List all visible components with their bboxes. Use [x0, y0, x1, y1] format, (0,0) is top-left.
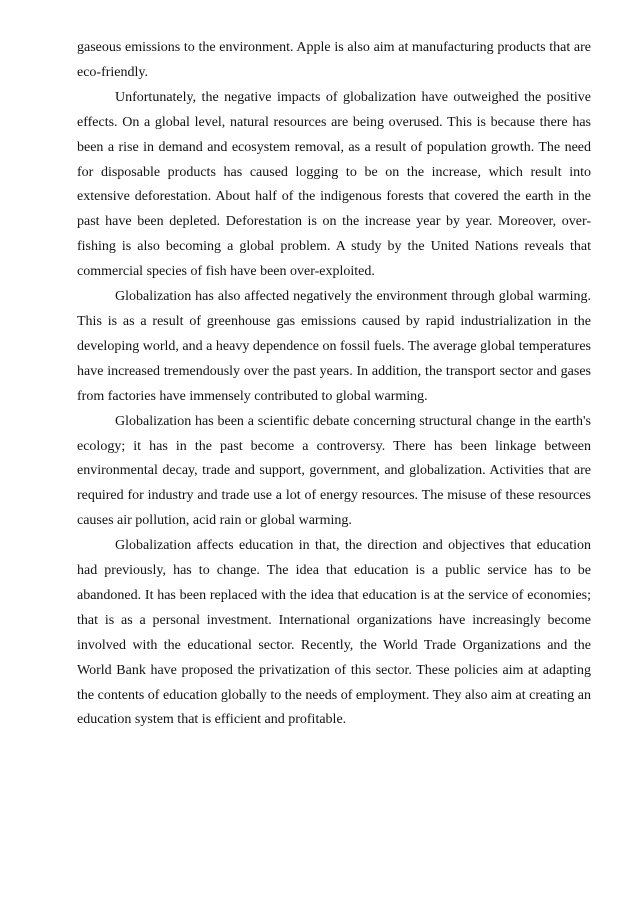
paragraph-education: Globalization affects education in that, the direction and objectives that education had previously, has to change. The idea that education is a public service has to be abandoned. It has been replaced with the idea that education is at the service of economies; that is as a personal investment. International organizations have increasingly become involved with the educational sector. Recently, the World Trade Organizations and the World Bank have proposed the privatization of this sector. These policies aim at adapting the contents of education globally to the needs of employment. They also aim at creating an education system that is efficient and profitable.	[77, 538, 591, 728]
paragraph-scientific-debate: Globalization has been a scientific debate concerning structural change in the earth's ecology; it has in the past become a controversy. There has been linkage between environmental decay, trade and support, government, and globalization. Activities that are required for industry and trade use a lot of energy resources. The misuse of these resources causes air pollution, acid rain or global warming.	[77, 413, 591, 529]
paragraph-global-warming: Globalization has also affected negatively the environment through global warming. This is as a result of greenhouse gas emissions caused by rapid industrialization in the developing world, and a heavy dependence on fossil fuels. The average global temperatures have increased tremendously over the past years. In addition, the transport sector and gases from factories have immensely contributed to global warming.	[77, 289, 591, 404]
document-page	[77, 36, 591, 733]
paragraph-negative-impacts: Unfortunately, the negative impacts of globalization have outweighed the positive effects. On a global level, natural resources are being overused. This is because there has been a rise in demand and ecosystem removal, as a result of population growth. The need for disposable products has caused logging to be on the increase, which result into extensive deforestation. About half of the indigenous forests that covered the earth in the past have been depleted. Deforestation is on the increase year by year. Moreover, over-fishing is also becoming a global problem. A study by the United Nations reveals that commercial species of fish have been over-exploited.	[77, 89, 591, 280]
paragraph-continuation: gaseous emissions to the environment. Apple is also aim at manufacturing products that are eco-friendly.	[77, 40, 591, 80]
